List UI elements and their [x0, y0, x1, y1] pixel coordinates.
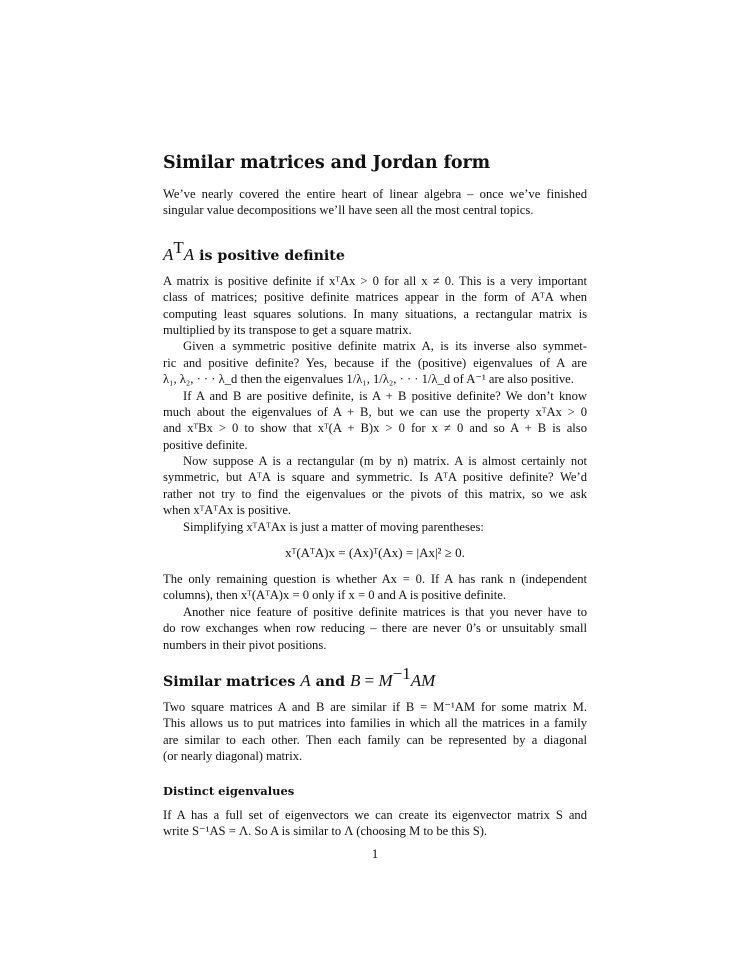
document-page	[163, 150, 587, 839]
paragraph-sum	[163, 388, 587, 454]
text-line: We’ve nearly covered the entire heart of linear algebra – once we’ve finished	[163, 187, 587, 201]
text-line: computing least squares solutions. In many situations, a rectangular matrix is	[163, 306, 587, 321]
text-line: The only remaining question is whether Ax = 0. If A has rank n (independent	[163, 572, 587, 587]
paragraph-similar	[163, 699, 587, 765]
paragraph-distinct	[163, 807, 587, 840]
display-equation: xᵀ(AᵀA)x = (Ax)ᵀ(Ax) = |Ax|² ≥ 0.	[285, 545, 465, 561]
subsection-heading: Distinct eigenvalues	[163, 783, 295, 798]
paragraph-rank	[163, 571, 587, 604]
text-line: If A has a full set of eigenvectors we can create its eigenvector matrix S and	[163, 807, 587, 822]
text-line: columns), then xᵀ(AᵀA)x = 0 only if x = 0 and A is positive definite.	[163, 588, 507, 603]
text-line: when xᵀAᵀAx is positive.	[163, 503, 292, 518]
text-line: Simplifying xᵀAᵀAx is just a matter of moving parentheses:	[183, 519, 484, 534]
text-line: Another nice feature of positive definite matrices is that you never have to	[183, 604, 587, 619]
text-line: rather not try to find the eigenvalues or the pivots of this matrix, so we ask	[163, 486, 587, 501]
text-line: class of matrices; positive definite matrices appear in the form of AᵀA when	[163, 290, 587, 305]
page-title: Similar matrices and Jordan form	[163, 153, 490, 173]
paragraph-pivots	[163, 604, 587, 653]
text-line: symmetric, but AᵀA is square and symmetric. Is AᵀA positive definite? We’d	[163, 470, 587, 485]
text-line: and xᵀBx > 0 to show that xᵀ(A + B)x > 0 for x ≠ 0 and so A + B is also	[163, 421, 587, 436]
text-line: Now suppose A is a rectangular (m by n) matrix. A is almost certainly not	[183, 454, 587, 469]
paragraph-simplify	[163, 519, 587, 535]
text-line: (or nearly diagonal) matrix.	[163, 749, 303, 764]
text-line: much about the eigenvalues of A + B, but we can use the property xᵀAx > 0	[163, 404, 587, 419]
paragraph-rectangular	[163, 453, 587, 519]
text-line: do row exchanges when row reducing – there are never 0’s or unsuitably small	[163, 621, 587, 636]
section-heading-similar: Similar matrices A and $B = M^{-1}AM$	[163, 664, 436, 690]
text-line: Two square matrices A and B are similar if B = M⁻¹AM for some matrix M.	[163, 699, 587, 714]
text-line: positive definite.	[163, 437, 248, 452]
paragraph-pos-def	[163, 273, 587, 339]
text-line: write S⁻¹AS = Λ. So A is similar to Λ (choosing M to be this S).	[163, 823, 488, 838]
text-line: singular value decompositions we’ll have seen all the most central topics.	[163, 203, 534, 218]
paragraph-inverse	[163, 338, 587, 387]
text-line: If A and B are positive definite, is A + B positive definite? We don’t know	[183, 388, 587, 403]
text-line: This allows us to put matrices into families in which all the matrices in a family	[163, 716, 587, 731]
text-line: A matrix is positive definite if xᵀAx > 0 for all x ≠ 0. This is a very important	[163, 273, 587, 288]
text-line: numbers in their pivot positions.	[163, 637, 327, 652]
text-line: λ₁, λ₂, · · · λ_d then the eigenvalues 1/λ₁, 1/λ₂, · · · 1/λ_d of A⁻¹ are also positive.	[163, 372, 574, 387]
text-line: Given a symmetric positive definite matrix A, is its inverse also symmet-	[183, 339, 587, 354]
text-line: ric and positive definite? Yes, because if the (positive) eigenvalues of A are	[163, 355, 587, 370]
text-line: are similar to each other. Then each family can be represented by a diagonal	[163, 732, 587, 747]
section-heading-ata: $A^TA$ is positive definite	[163, 238, 345, 264]
page-number: 1	[371, 846, 379, 861]
text-line: multiplied by its transpose to get a square matrix.	[163, 322, 412, 337]
intro-paragraph	[163, 186, 587, 219]
